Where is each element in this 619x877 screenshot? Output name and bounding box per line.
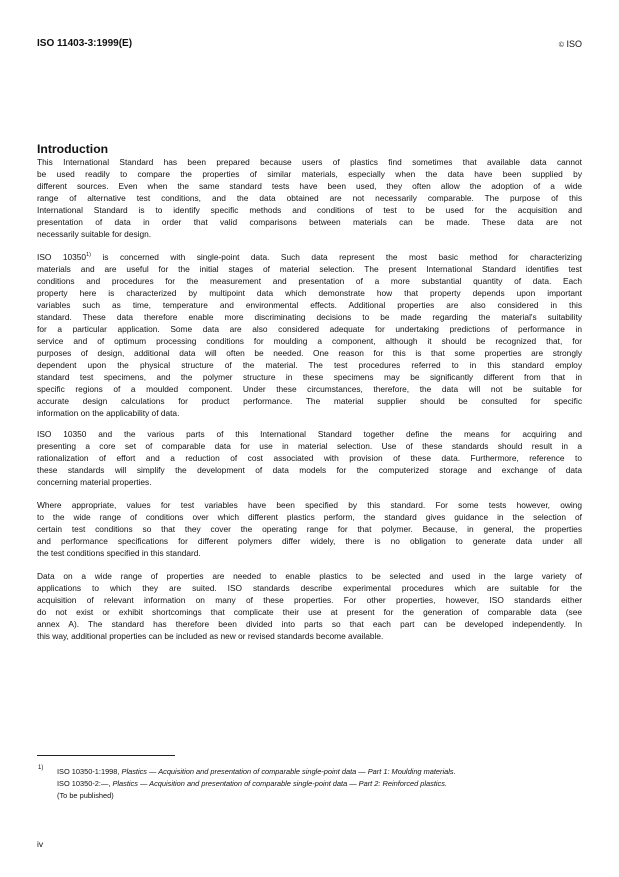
paragraph-3: [37, 428, 582, 488]
paragraph-line: specific regions of a moulded component. Under these circumstances, therefore, the data will not be suitable for: [37, 384, 582, 394]
document-id: ISO 11403-3:1999(E): [37, 38, 133, 49]
paragraph-line: International Standard is to identify specific methods and conditions of test to be used for the acquisition and: [37, 205, 582, 215]
footnote-marker: 1): [38, 765, 44, 771]
paragraph-line: accurate design calculations for product performance. The material supplier should be consulted for specific: [37, 396, 582, 406]
footnote: [57, 766, 582, 802]
footnote-ref: ISO 10350-2:—,: [57, 779, 113, 788]
paragraph-line: purposes of design, additional data will often be needed. One reason for this is that some properties are strongly: [37, 348, 582, 358]
paragraph-line: annex A). The standard has therefore been divided into parts so that each part can be developed independently. In: [37, 619, 582, 629]
paragraph-line: Data on a wide range of properties are needed to enable plastics to be selected and used in the large variety of: [37, 571, 582, 581]
paragraph-2-body: [37, 263, 582, 419]
paragraph-line: acquisition of relevant information on many of these properties. For other properties, however, ISO standards either: [37, 595, 582, 605]
paragraph-1: [37, 156, 582, 240]
copyright-notice: [559, 39, 582, 49]
footnote-entry: [57, 778, 582, 790]
page-number: iv: [37, 839, 44, 849]
footnote-title: Plastics — Acquisition and presentation of comparable single-point data — Part 1: Moulding materials.: [121, 767, 456, 776]
paragraph-line: [37, 251, 582, 263]
footnote-separator: [37, 755, 175, 756]
paragraph-line: be used readily to compare the properties of similar materials, especially when the data have been supplied by: [37, 169, 582, 179]
paragraph-line: materials and are useful for the initial stages of material selection. The present International Standard identifies test: [37, 264, 582, 274]
paragraph-4: [37, 499, 582, 559]
paragraph-line: presenting a core set of comparable data for use in material selection. Use of these standards should result in a: [37, 441, 582, 451]
paragraph-line: these standards will simplify the development of data models for the computerized storage and exchange of data: [37, 465, 582, 475]
paragraph-line: standard. These data therefore enable more discriminating decisions to be made regarding the material's suitability: [37, 312, 582, 322]
paragraph-2: [37, 251, 582, 419]
paragraph-line: information on the applicability of data.: [37, 408, 180, 418]
footnote-ref: ISO 10350-1:1998,: [57, 767, 122, 776]
footnote-note: (To be published): [57, 791, 114, 800]
paragraph-line: necessarily suitable for design.: [37, 229, 152, 239]
paragraph-5: [37, 570, 582, 642]
paragraph-line: and performance specifications for different polymers differ widely, there is no obligation to generate data under all: [37, 536, 582, 546]
paragraph-line: conditions and procedures for the measurement and presentation of a more substantial quantity of data. Each: [37, 276, 582, 286]
paragraph-line: Where appropriate, values for test variables have been specified by this standard. For some tests however, owing: [37, 500, 582, 510]
footnote-title: Plastics — Acquisition and presentation of comparable single-point data — Part 2: Reinforced plastics.: [112, 779, 447, 788]
paragraph-line: This International Standard has been prepared because users of plastics find sometimes that available data cannot: [37, 157, 582, 167]
paragraph-line: standard test specimens, and the polymer structure in these specimens may be significantly different from that in: [37, 372, 582, 382]
copyright-owner: ISO: [566, 39, 582, 49]
paragraph-line: for a particular application. Some data are also considered adequate for undertaking predictions of performance in: [37, 324, 582, 334]
text-span: ISO 10350: [37, 252, 87, 262]
paragraph-line: dependent upon the physical structure of the material. The test procedures referred to in this standard employ: [37, 360, 582, 370]
copyright-symbol: ©: [558, 42, 564, 49]
paragraph-line: property here is characterized by multipoint data which demonstrate how that property depends upon important: [37, 288, 582, 298]
paragraph-line: this way, additional properties can be included as new or revised standards become available.: [37, 631, 384, 641]
paragraph-line: certain test conditions so that they cover the operating range for that polymer. Because, in general, the properties: [37, 524, 582, 534]
paragraph-line: to the wide range of conditions over which different plastics perform, the standard gives guidance in the selection of: [37, 512, 582, 522]
paragraph-line: concerning material properties.: [37, 477, 152, 487]
paragraph-line: variables such as time, temperature and environmental effects. Additional properties are also considered in this: [37, 300, 582, 310]
footnote-reference[interactable]: 1): [86, 252, 91, 258]
paragraph-line: applications to which they are suited. ISO standards describe experimental procedures which are suitable for the: [37, 583, 582, 593]
paragraph-line: different sources. Even when the same standard tests have been used, they often allow the adoption of a wide: [37, 181, 582, 191]
paragraph-line: the test conditions specified in this standard.: [37, 548, 201, 558]
paragraph-line: range of alternative test conditions, and the data obtained are not necessarily comparable. The purpose of this: [37, 193, 582, 203]
paragraph-line: do not exist or exhibit shortcomings that complicate their use at present for the generation of comparable data (see: [37, 607, 582, 617]
text-span: is concerned with single-point data. Such data represent the most basic method for characterizing: [90, 252, 582, 262]
paragraph-line: presentation of data in order that valid comparisons between materials can be made. These data are not: [37, 217, 582, 227]
footnote-entry: [57, 766, 582, 778]
paragraph-line: ISO 10350 and the various parts of this International Standard together define the means for acquiring and: [37, 429, 582, 439]
paragraph-line: rationalization of effort and a reduction of cost associated with provision of these data. Furthermore, reference to: [37, 453, 582, 463]
paragraph-line: service and of optimum processing conditions for moulding a component, although it should be recognized that, for: [37, 336, 582, 346]
section-title: Introduction: [37, 142, 109, 156]
